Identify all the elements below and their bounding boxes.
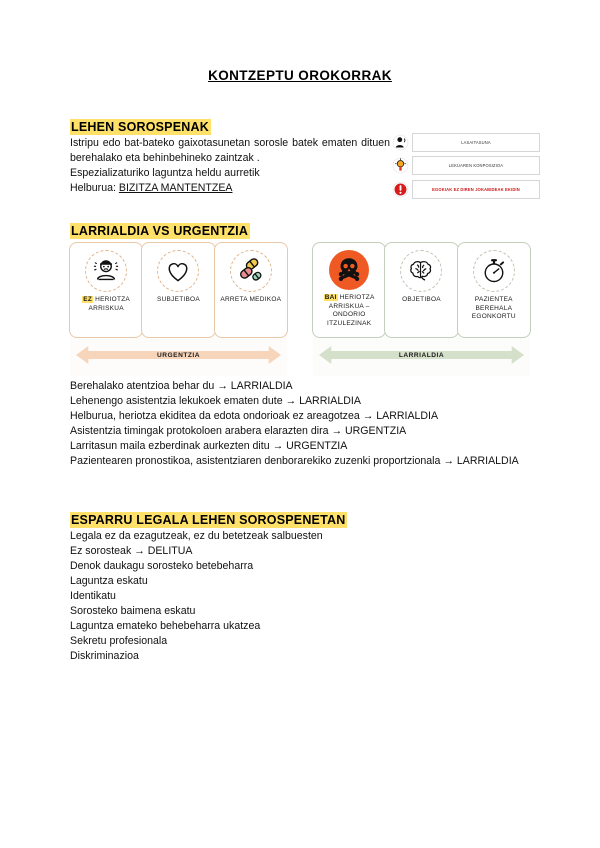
page-title: KONTZEPTU OROKORRAK — [208, 68, 392, 83]
lightbulb-icon — [392, 157, 409, 174]
legal-points-list — [70, 529, 530, 664]
first-aid-line-1: Istripu edo bat-bateko gaixotasunetan sorosle batek ematen dituen berehalako eta behinbehineko zaintzak . — [70, 137, 390, 165]
emergency-rule: Pazientearen pronostikoa, asistentziaren denborarekiko zuzenki proportzionala → LARRIALDIA — [70, 455, 519, 468]
diagram-card — [142, 243, 214, 337]
diagram-card-label — [458, 296, 530, 322]
diagram-card — [70, 243, 142, 337]
first-aid-figure-row — [392, 133, 540, 152]
diagram-card-label — [218, 296, 283, 305]
first-aid-figure-row-text: LASAITASUNA — [412, 133, 540, 152]
diagram-card — [215, 243, 287, 337]
emergency-rule: Berehalako atentzioa behar du → LARRIALDIA — [70, 380, 293, 392]
first-aid-figure-row — [392, 180, 540, 199]
first-aid-figure-row-text: LEKUAREN KONPOSIZIOA — [412, 156, 540, 175]
diagram-card-text: HERIOTZA ARRISKUA – ONDORIO ITZULEZINAK — [327, 294, 375, 327]
diagram-arrow-larrialdia — [319, 342, 524, 368]
first-aid-line-2: Espezializaturiko laguntza heldu aurretik — [70, 167, 260, 180]
section-emergency-heading-wrap — [70, 222, 530, 240]
legal-point: Ez sorosteak → DELITUA — [70, 545, 193, 558]
first-aid-goal-row — [70, 181, 390, 196]
diagram-card-label — [155, 296, 202, 305]
heart-icon — [157, 250, 199, 292]
diagram-arrow-label: LARRIALDIA — [398, 351, 445, 359]
section-first-aid — [70, 118, 390, 196]
person-speaking-icon — [392, 134, 409, 151]
legal-point: Denok daukagu sorosteko betebeharra — [70, 560, 254, 573]
diagram-card-label — [400, 296, 443, 305]
diagram-cards-larrialdia — [313, 243, 530, 337]
legal-point: Legala ez da ezagutzeak, ez du betetzeak salbuesten — [70, 530, 323, 542]
diagram-card-text: OBJETIBOA — [402, 296, 441, 303]
sick-person-icon — [85, 250, 127, 292]
diagram-card — [458, 243, 530, 337]
emergency-rule: Larritasun maila ezberdinak aurkezten ditu → URGENTZIA — [70, 440, 348, 453]
emergency-diagram — [70, 243, 530, 376]
diagram-card-text: SUBJETIBOA — [157, 296, 200, 303]
diagram-cards-urgentzia — [70, 243, 287, 337]
first-aid-goal-value: BIZITZA MANTENTZEA — [118, 182, 233, 195]
diagram-card-text: ARRETA MEDIKOA — [220, 296, 282, 303]
diagram-card-prefix: BAI — [324, 294, 337, 301]
diagram-card — [313, 243, 385, 337]
stopwatch-icon — [473, 250, 515, 292]
legal-point: Laguntza eskatu — [70, 575, 148, 588]
emergency-rule: Helburua, heriotza ekiditea da edota ondorioak ez areagotzea → LARRIALDIA — [70, 410, 439, 423]
brain-icon — [400, 250, 442, 292]
diagram-card-label — [313, 294, 385, 328]
legal-point: Laguntza emateko behebeharra ukatzea — [70, 620, 261, 633]
legal-point: Sekretu profesionala — [70, 635, 168, 648]
first-aid-figure-row-text: EGOKIAK EZ DIREN JOKABIDEAK EKIDIN — [412, 180, 540, 199]
exclamation-circle-icon — [392, 181, 409, 198]
diagram-card-prefix: EZ — [83, 296, 93, 303]
diagram-panel-larrialdia — [313, 243, 530, 376]
legal-point: Sorosteko baimena eskatu — [70, 605, 196, 618]
diagram-card-label — [70, 296, 142, 313]
diagram-arrow-label: URGENTZIA — [157, 351, 200, 359]
legal-point: Diskriminazioa — [70, 650, 139, 663]
emergency-rule: Asistentzia timingak protokoloen arabera elarazten dira → URGENTZIA — [70, 425, 407, 438]
section-legal-heading-wrap — [70, 511, 530, 529]
diagram-card-text: PAZIENTEA BEREHALA EGONKORTU — [471, 296, 516, 321]
legal-point: Identikatu — [70, 590, 116, 603]
pills-icon — [230, 250, 272, 292]
diagram-card-text: HERIOTZA ARRISKUA — [88, 296, 131, 312]
diagram-panel-urgentzia — [70, 243, 287, 376]
diagram-arrow-urgentzia — [76, 342, 281, 368]
first-aid-figure-row — [392, 156, 540, 175]
emergency-rules-list — [70, 379, 530, 469]
first-aid-figure — [392, 133, 540, 201]
first-aid-heading-wrap — [70, 118, 390, 136]
diagram-card — [385, 243, 457, 337]
skull-crossbones-icon — [329, 250, 369, 290]
first-aid-goal-label: Helburua: — [70, 182, 116, 195]
legal-heading: ESPARRU LEGALA LEHEN SOROSPENETAN — [71, 513, 346, 527]
emergency-heading: LARRIALDIA VS URGENTZIA — [71, 224, 249, 238]
first-aid-heading: LEHEN SOROSPENAK — [71, 120, 209, 134]
emergency-rule: Lehenengo asistentzia lekukoek ematen dute → LARRIALDIA — [70, 395, 361, 408]
